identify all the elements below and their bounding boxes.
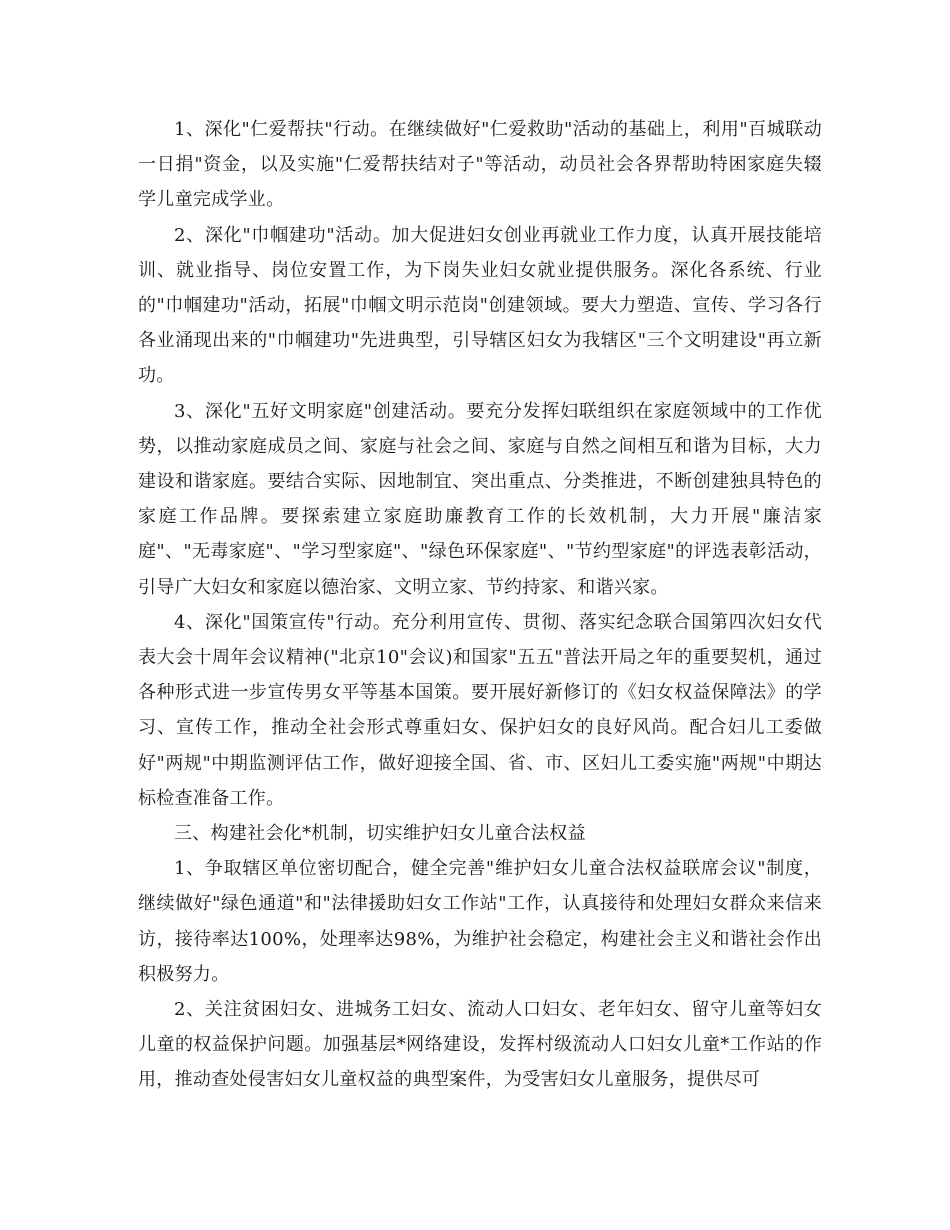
document-body [138, 112, 822, 1098]
paragraph-renai-bangfu: 1、深化"仁爱帮扶"行动。在继续做好"仁爱救助"活动的基础上，利用"百城联动一日捐"资金，以及实施"仁爱帮扶结对子"等活动，动员社会各界帮助特困家庭失辍学儿童完成学业。 [138, 119, 822, 211]
paragraph-guoce-xuanchuan: 4、深化"国策宣传"行动。充分利用宣传、贯彻、落实纪念联合国第四次妇女代表大会十周年会议精神("北京10"会议)和国家"五五"普法开局之年的重要契机，通过各种形式进一步宣传男女平等基本国策。要开展好新修订的《妇女权益保障法》的学习、宣传工作，推动全社会形式尊重妇女、保护妇女的良好风尚。配合妇儿工委做好"两规"中期监测评估工作，做好迎接全国、省、市、区妇儿工委实施"两规"中期达标检查准备工作。 [138, 611, 822, 809]
paragraph-quanyi-baohu: 2、关注贫困妇女、进城务工妇女、流动人口妇女、老年妇女、留守儿童等妇女儿童的权益保护问题。加强基层*网络建设，发挥村级流动人口妇女儿童*工作站的作用，推动查处侵害妇女儿童权益的典型案件，为受害妇女儿童服务，提供尽可 [138, 999, 822, 1091]
paragraph-lianxi-huiyi: 1、争取辖区单位密切配合，健全完善"维护妇女儿童合法权益联席会议"制度，继续做好"绿色通道"和"法律援助妇女工作站"工作，认真接待和处理妇女群众来信来访，接待率达100%，处理率达98%，为维护社会稳定，构建社会主义和谐社会作出积极努力。 [138, 858, 822, 985]
paragraph-jinguo-jiangong: 2、深化"巾帼建功"活动。加大促进妇女创业再就业工作力度，认真开展技能培训、就业指导、岗位安置工作，为下岗失业妇女就业提供服务。深化各系统、行业的"巾帼建功"活动，拓展"巾帼文明示范岗"创建领域。要大力塑造、宣传、学习各行各业涌现出来的"巾帼建功"先进典型，引导辖区妇女为我辖区"三个文明建设"再立新功。 [138, 224, 822, 387]
section-heading-three: 三、构建社会化*机制，切实维护妇女儿童合法权益 [174, 823, 586, 845]
paragraph-wuhao-jiating: 3、深化"五好文明家庭"创建活动。要充分发挥妇联组织在家庭领域中的工作优势，以推动家庭成员之间、家庭与社会之间、家庭与自然之间相互和谐为目标，大力建设和谐家庭。要结合实际、因地制宜、突出重点、分类推进，不断创建独具特色的家庭工作品牌。要探索建立家庭助廉教育工作的长效机制，大力开展"廉洁家庭"、"无毒家庭"、"学习型家庭"、"绿色环保家庭"、"节约型家庭"的评选表彰活动，引导广大妇女和家庭以德治家、文明立家、节约持家、和谐兴家。 [138, 400, 822, 598]
